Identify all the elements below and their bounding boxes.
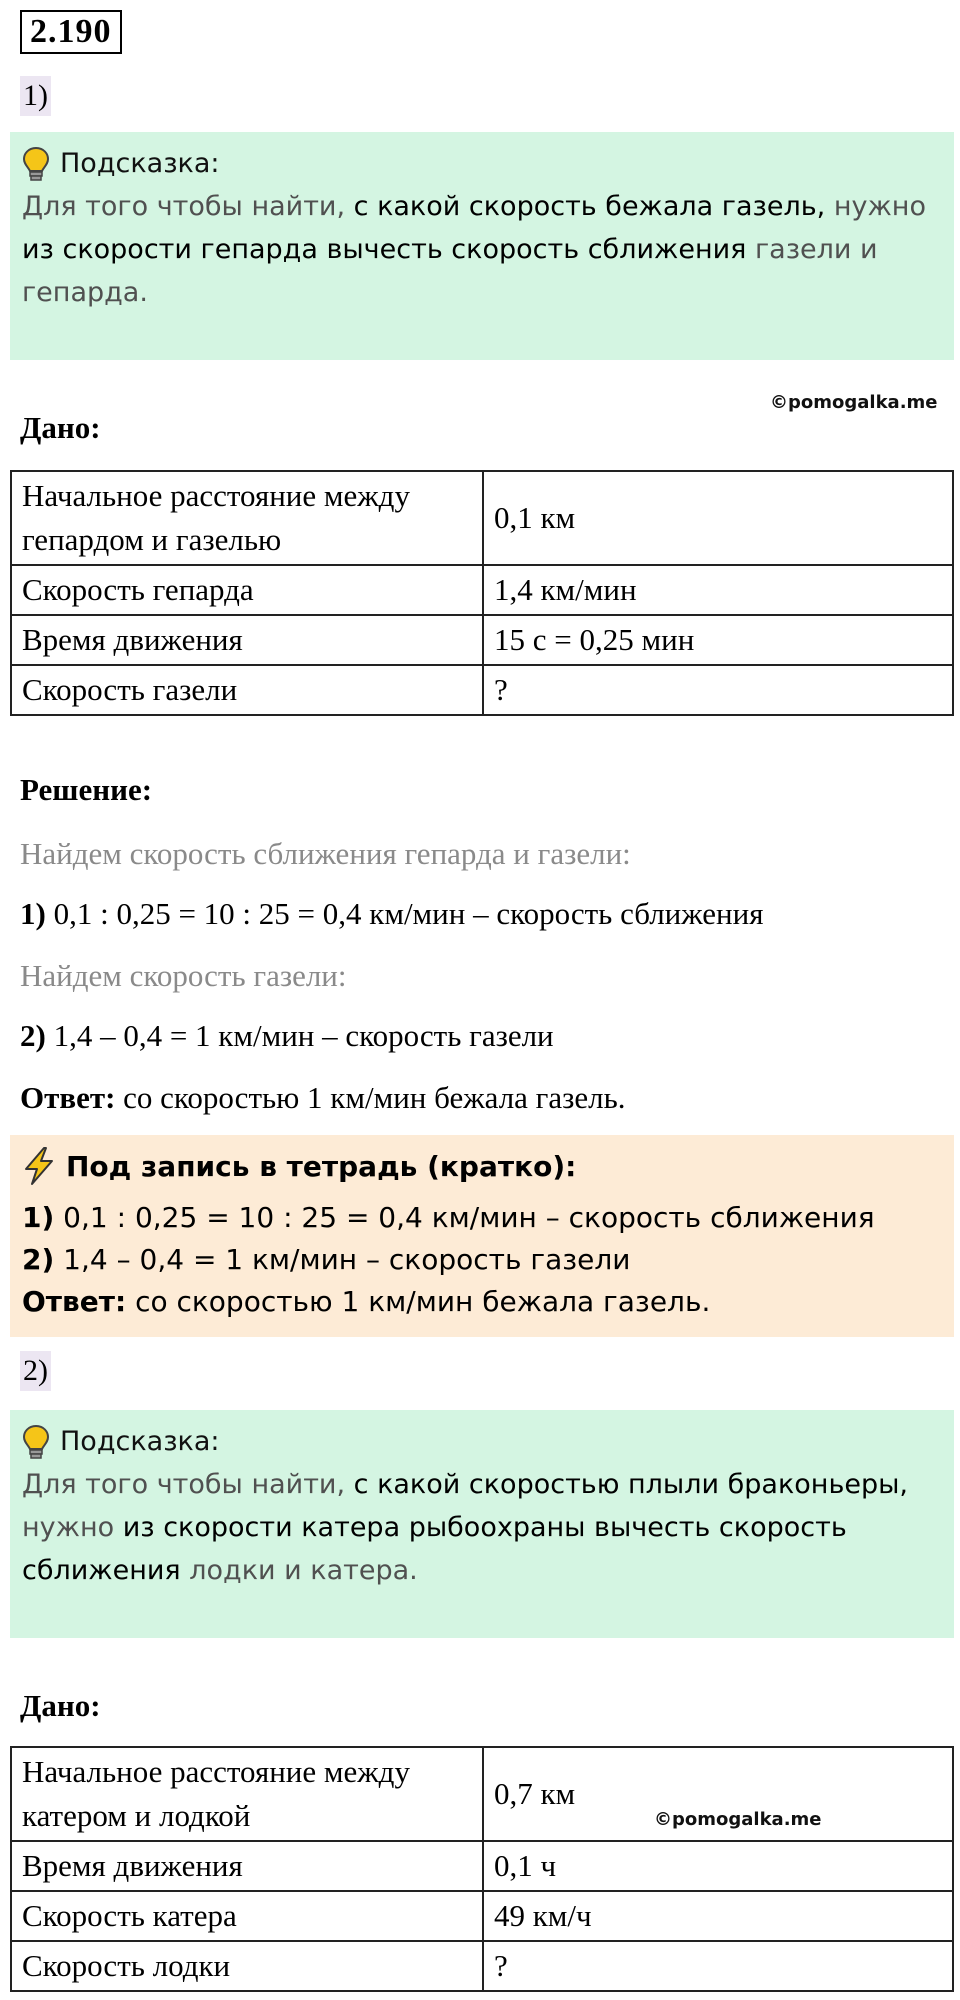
given-label: Начальное расстояние между катером и лодкой	[11, 1747, 483, 1841]
notebook-box	[10, 1135, 954, 1337]
given-label: Скорость лодки	[11, 1941, 483, 1991]
step-1	[20, 894, 763, 934]
part-2-label: 2)	[20, 1351, 51, 1391]
hint-text-part: газели и	[746, 234, 878, 265]
table-row	[11, 665, 953, 715]
given-label: Скорость гепарда	[11, 565, 483, 615]
hint-title	[22, 1420, 942, 1463]
step-2	[20, 1016, 554, 1056]
table-row	[11, 1841, 953, 1891]
given-heading-1: Дано:	[20, 410, 101, 445]
hint-text	[22, 1463, 942, 1592]
watermark: ©pomogalka.me	[654, 1809, 822, 1830]
step-text: 0,1 : 0,25 = 10 : 25 = 0,4 км/мин – скорость сближения	[45, 896, 764, 931]
given-label: Скорость катера	[11, 1891, 483, 1941]
given-value: 0,1 км	[483, 471, 953, 565]
answer-text: со скоростью 1 км/мин бежала газель.	[115, 1080, 626, 1115]
table-row	[11, 615, 953, 665]
hint-highlight: из скорости гепарда вычесть скорость сближения	[22, 234, 747, 265]
lightbulb-icon	[22, 1424, 50, 1460]
given-value: 0,7 км ©pomogalka.me	[483, 1747, 953, 1841]
step-number: 1)	[20, 896, 46, 931]
table-row	[11, 565, 953, 615]
notebook-line-1: 1) 0,1 : 0,25 = 10 : 25 = 0,4 км/мин – скорость сближения	[22, 1201, 875, 1234]
hint-text-part: нужно	[825, 191, 926, 222]
table-row	[11, 1747, 953, 1841]
hint-text-part: лодки и катера.	[180, 1555, 418, 1586]
step-text: 1,4 – 0,4 = 1 км/мин – скорость газели	[45, 1018, 554, 1053]
hint-text-part: гепарда.	[22, 277, 148, 308]
step-1-intro: Найдем скорость сближения гепарда и газели:	[20, 836, 631, 871]
lightning-icon	[22, 1146, 56, 1186]
hint-box-1	[10, 132, 954, 360]
notebook-line-2: 2) 1,4 – 0,4 = 1 км/мин – скорость газели	[22, 1243, 631, 1276]
given-value: 0,1 ч	[483, 1841, 953, 1891]
hint-highlight: с какой скорость бежала газель,	[353, 191, 826, 222]
hint-highlight: из скорости катера рыбоохраны вычесть скорость	[122, 1512, 847, 1543]
given-label: Время движения	[11, 615, 483, 665]
given-value: ?	[483, 665, 953, 715]
watermark: ©pomogalka.me	[770, 392, 938, 413]
answer-label: Ответ:	[20, 1080, 116, 1115]
hint-text-part: нужно	[22, 1512, 123, 1543]
table-row	[11, 1941, 953, 1991]
hint-title	[22, 142, 942, 185]
table-row	[11, 1891, 953, 1941]
given-label: Время движения	[11, 1841, 483, 1891]
given-value: 15 с = 0,25 мин	[483, 615, 953, 665]
hint-highlight: с какой скоростью плыли браконьеры,	[353, 1469, 909, 1500]
solution-heading: Решение:	[20, 772, 153, 807]
given-heading-2: Дано:	[20, 1688, 101, 1723]
given-label: Скорость газели	[11, 665, 483, 715]
hint-text-part: Для того чтобы найти,	[22, 191, 354, 222]
hint-box-2	[10, 1410, 954, 1638]
notebook-answer: Ответ: со скоростью 1 км/мин бежала газель.	[22, 1285, 711, 1318]
hint-text	[22, 185, 942, 314]
answer	[20, 1078, 626, 1118]
hint-highlight: сближения	[22, 1555, 181, 1586]
hint-title-text: Подсказка:	[60, 1426, 220, 1457]
given-value: 49 км/ч	[483, 1891, 953, 1941]
lightbulb-icon	[22, 146, 50, 182]
problem-number: 2.190	[20, 10, 122, 54]
notebook-title	[22, 1141, 942, 1191]
given-table-2	[10, 1746, 954, 1992]
notebook-title-text: Под запись в тетрадь (кратко):	[66, 1149, 577, 1183]
hint-title-text: Подсказка:	[60, 148, 220, 179]
given-value: ?	[483, 1941, 953, 1991]
given-table-1	[10, 470, 954, 716]
step-number: 2)	[20, 1018, 46, 1053]
part-1-label: 1)	[20, 76, 51, 116]
given-label: Начальное расстояние между гепардом и газелью	[11, 471, 483, 565]
hint-text-part: Для того чтобы найти,	[22, 1469, 354, 1500]
given-value: 1,4 км/мин	[483, 565, 953, 615]
step-2-intro: Найдем скорость газели:	[20, 958, 347, 993]
table-row	[11, 471, 953, 565]
